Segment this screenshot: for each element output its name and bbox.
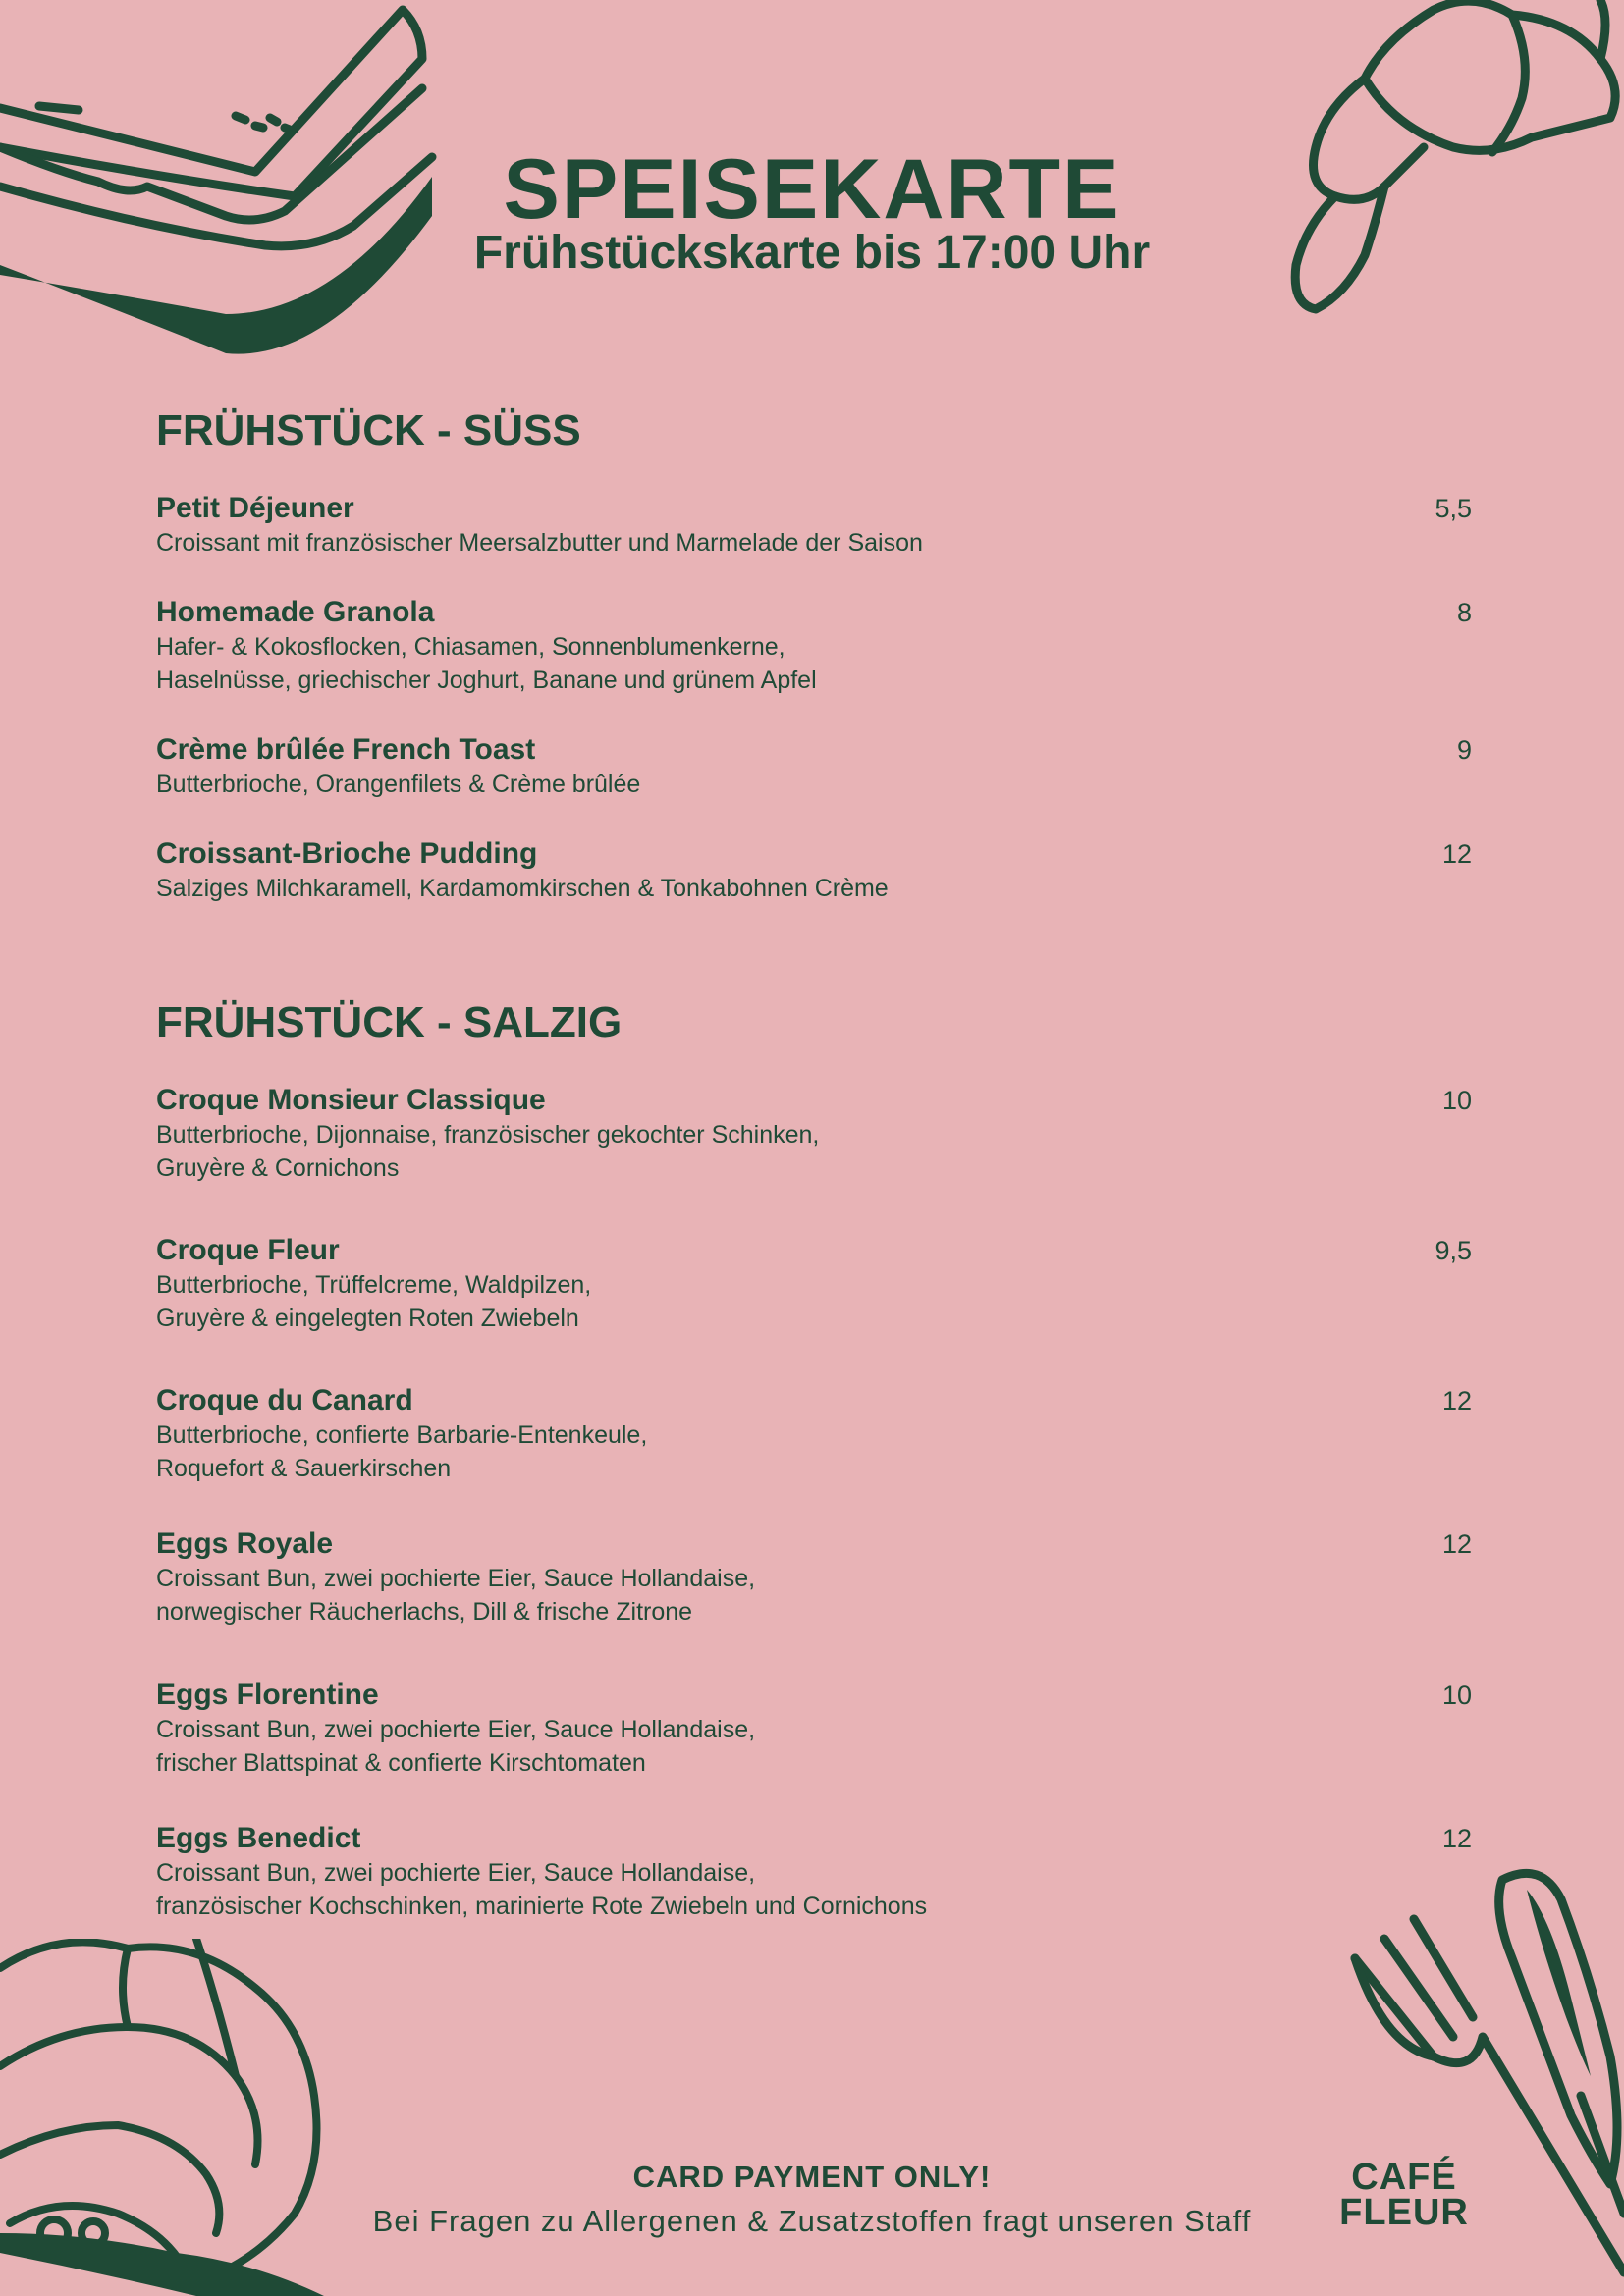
item-description: norwegischer Räucherlachs, Dill & frische Zitrone: [156, 1598, 693, 1626]
menu-title: SPEISEKARTE: [503, 142, 1121, 237]
payment-note: CARD PAYMENT ONLY!: [632, 2160, 992, 2194]
item-name: Croque Fleur: [156, 1234, 340, 1266]
item-name: Eggs Florentine: [156, 1679, 379, 1711]
item-description: Butterbrioche, Dijonnaise, französischer gekochter Schinken,: [156, 1121, 820, 1148]
item-name: Eggs Benedict: [156, 1822, 361, 1854]
item-price: 8: [1456, 598, 1472, 627]
item-price: 12: [1441, 1529, 1472, 1559]
item-price: 12: [1441, 1386, 1472, 1415]
item-description: Salziges Milchkaramell, Kardamomkirschen & Tonkabohnen Crème: [156, 875, 889, 902]
item-description: Hafer- & Kokosflocken, Chiasamen, Sonnenblumenkerne,: [156, 633, 785, 661]
menu-item: [156, 595, 1472, 697]
item-price: 9,5: [1435, 1236, 1472, 1265]
item-name: Croque du Canard: [156, 1384, 413, 1416]
menu-item: [156, 1678, 1472, 1780]
item-description: Haselnüsse, griechischer Joghurt, Banane und grünem Apfel: [156, 667, 817, 694]
menu-item: [156, 1526, 1472, 1629]
item-price: 5,5: [1435, 494, 1472, 523]
menu-item: [156, 732, 1472, 801]
section-title: FRÜHSTÜCK - SÜSS: [156, 406, 581, 454]
menu-item: [156, 1821, 1472, 1923]
section-fruehstueck-suess: [156, 406, 1472, 902]
item-description: Butterbrioche, Trüffelcreme, Waldpilzen,: [156, 1271, 592, 1299]
item-description: Croissant mit französischer Meersalzbutter und Marmelade der Saison: [156, 529, 923, 557]
cafe-fleur-logo: [1335, 2157, 1473, 2233]
menu-item: [156, 836, 1472, 905]
item-description: französischer Kochschinken, marinierte Rote Zwiebeln und Cornichons: [156, 1893, 928, 1920]
item-price: 12: [1441, 1824, 1472, 1853]
item-description: Gruyère & Cornichons: [156, 1154, 400, 1182]
item-price: 10: [1441, 1681, 1472, 1710]
menu-subtitle: Frühstückskarte bis 17:00 Uhr: [473, 227, 1151, 279]
item-description: frischer Blattspinat & confierte Kirschtomaten: [156, 1749, 646, 1777]
menu-item: [156, 491, 1472, 560]
croissant-sandwich-illustration: [0, 1939, 353, 2296]
item-name: Homemade Granola: [156, 596, 435, 628]
section-fruehstueck-salzig: [156, 998, 1472, 1920]
logo-line-1: CAFÉ: [1351, 2157, 1457, 2198]
item-description: Croissant Bun, zwei pochierte Eier, Sauce Hollandaise,: [156, 1859, 756, 1887]
item-description: Roquefort & Sauerkirschen: [156, 1455, 452, 1482]
item-price: 10: [1441, 1086, 1472, 1115]
item-description: Butterbrioche, Orangenfilets & Crème brûlée: [156, 771, 641, 798]
allergen-note: Bei Fragen zu Allergenen & Zusatzstoffen fragt unseren Staff: [372, 2204, 1252, 2238]
item-price: 12: [1441, 839, 1472, 869]
menu-item: [156, 1383, 1472, 1485]
item-description: Gruyère & eingelegten Roten Zwiebeln: [156, 1305, 579, 1332]
item-name: Croissant-Brioche Pudding: [156, 837, 538, 870]
menu-item: [156, 1233, 1472, 1335]
item-name: Crème brûlée French Toast: [156, 733, 536, 766]
item-name: Petit Déjeuner: [156, 492, 354, 524]
section-title: FRÜHSTÜCK - SALZIG: [156, 998, 623, 1046]
item-name: Eggs Royale: [156, 1527, 334, 1560]
item-description: Croissant Bun, zwei pochierte Eier, Sauce Hollandaise,: [156, 1565, 756, 1592]
item-description: Butterbrioche, confierte Barbarie-Entenkeule,: [156, 1421, 648, 1449]
logo-line-2: FLEUR: [1339, 2192, 1469, 2233]
menu-item: [156, 1083, 1472, 1185]
item-description: Croissant Bun, zwei pochierte Eier, Sauce Hollandaise,: [156, 1716, 756, 1743]
item-price: 9: [1456, 735, 1472, 765]
item-name: Croque Monsieur Classique: [156, 1084, 546, 1116]
